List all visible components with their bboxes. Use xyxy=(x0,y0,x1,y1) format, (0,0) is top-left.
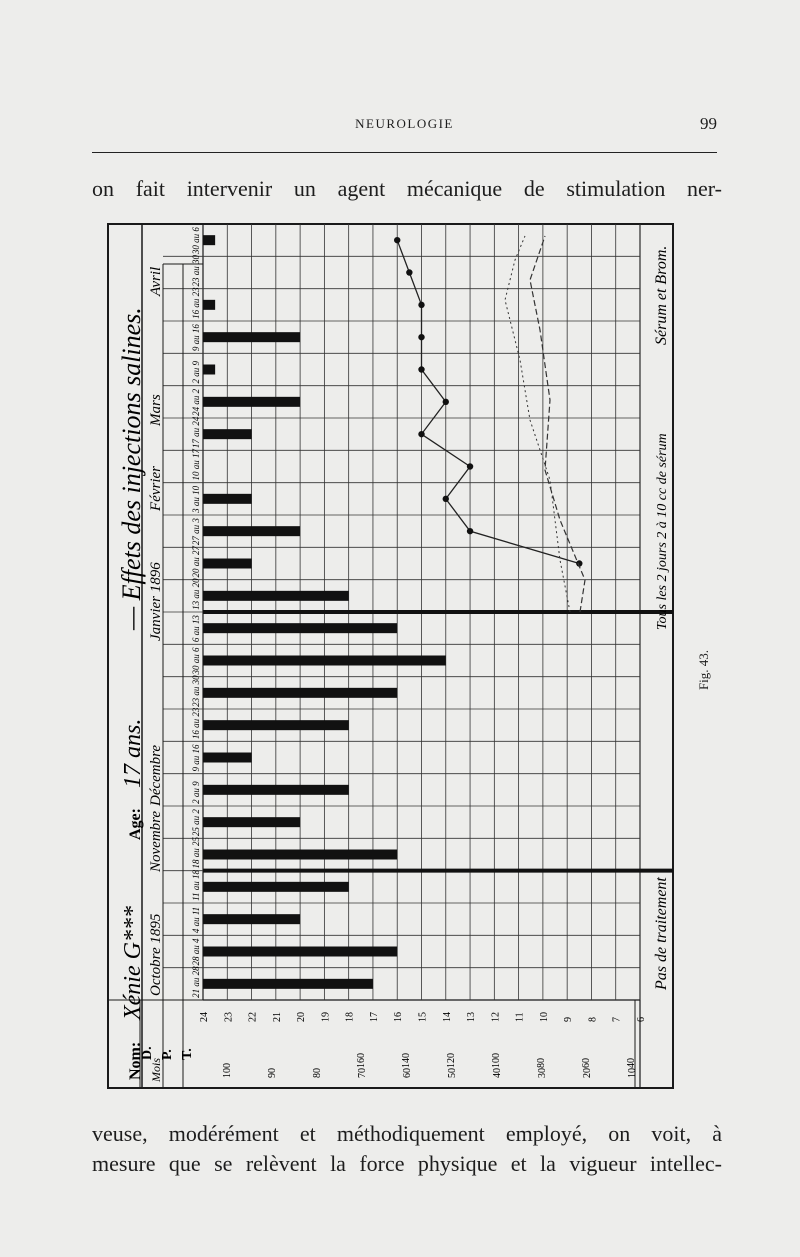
axis-t-group xyxy=(369,1012,380,1022)
axis-t-group xyxy=(320,1012,331,1022)
date-column-label: 2 au 9 xyxy=(191,361,201,384)
data-bar xyxy=(203,526,300,536)
col-label-group xyxy=(180,1048,195,1060)
axis-t-group xyxy=(418,1012,429,1022)
date-column-group xyxy=(191,675,201,707)
axis-t-label: 10 xyxy=(538,1012,550,1022)
axis-d-label: 30 xyxy=(537,1068,548,1078)
axis-d-group xyxy=(357,1068,368,1078)
date-column-label: 2 au 9 xyxy=(191,781,201,804)
axis-t-group xyxy=(296,1012,307,1022)
running-title: NEUROLOGIE xyxy=(355,116,454,131)
date-column-label: 11 au 18 xyxy=(191,869,201,901)
date-column-group xyxy=(191,546,201,578)
axis-t-group xyxy=(515,1012,526,1022)
axis-d-label: 60 xyxy=(402,1068,413,1078)
axis-t-group xyxy=(466,1012,477,1022)
axis-t-label: 17 xyxy=(368,1012,380,1022)
axis-p-group xyxy=(356,1053,367,1068)
axis-t-group xyxy=(490,1012,501,1022)
date-column-label: 21 au 28 xyxy=(191,966,201,998)
date-column-label: 23 au 30 xyxy=(191,255,201,287)
date-column-group xyxy=(191,966,201,998)
data-bar xyxy=(203,332,300,342)
date-column-label: 16 au 23 xyxy=(191,287,201,319)
axis-p-group xyxy=(401,1053,412,1068)
date-column-group xyxy=(191,870,201,901)
axis-t-group xyxy=(563,1017,574,1022)
month-group xyxy=(148,394,164,427)
data-bar xyxy=(203,720,349,730)
date-column-group xyxy=(191,416,201,448)
data-bar xyxy=(203,947,397,957)
axis-t-label: 23 xyxy=(223,1012,235,1022)
date-column-label: 9 au 16 xyxy=(191,744,201,772)
page-number: 99 xyxy=(700,114,717,133)
date-column-label: 23 au 30 xyxy=(191,675,201,707)
axis-p-group xyxy=(581,1058,592,1068)
date-column-label: 18 au 25 xyxy=(191,837,201,869)
axis-t-label: 12 xyxy=(490,1012,502,1022)
axis-t-label: 22 xyxy=(247,1012,259,1022)
data-bar xyxy=(203,882,349,892)
data-bar xyxy=(203,623,397,633)
data-bar xyxy=(203,656,446,666)
axis-t-label: 9 xyxy=(563,1017,575,1022)
date-column-group xyxy=(191,615,201,643)
axis-d-group xyxy=(582,1068,593,1078)
axis-p-label: 60 xyxy=(581,1058,592,1068)
figure-caption xyxy=(694,640,714,700)
data-bar xyxy=(203,591,349,601)
month-label: Octobre 1895 xyxy=(148,913,164,996)
period-label-group xyxy=(653,246,670,345)
date-column-label: 17 au 24 xyxy=(191,416,201,449)
axis-t-label: 16 xyxy=(393,1012,405,1022)
body-text-bottom-1: veuse, modérément et méthodiquement employé, on voit, à xyxy=(92,1121,722,1146)
data-point xyxy=(406,269,412,275)
axis-p-group xyxy=(446,1053,457,1068)
data-point xyxy=(418,431,424,437)
axis-t-label: 13 xyxy=(466,1012,478,1022)
data-bar xyxy=(203,494,252,504)
date-column-label: 28 au 4 xyxy=(191,938,201,966)
col-label: P. xyxy=(160,1049,175,1060)
axis-p-label: 120 xyxy=(446,1053,457,1068)
axis-t-label: 21 xyxy=(271,1012,283,1022)
axis-t-label: 6 xyxy=(636,1017,647,1022)
date-column-group xyxy=(191,744,201,772)
date-column-label: 24 au 2 xyxy=(191,388,201,416)
axis-d-label: 70 xyxy=(357,1068,368,1078)
axis-t-group xyxy=(223,1012,234,1022)
axis-d-label: 80 xyxy=(312,1068,323,1078)
axis-d-group xyxy=(267,1068,278,1078)
axis-t-group xyxy=(248,1012,259,1022)
axis-t-label: 15 xyxy=(417,1012,429,1022)
month-label: Avril xyxy=(148,266,164,296)
month-group xyxy=(148,466,164,512)
axis-d-label: 40 xyxy=(492,1068,503,1078)
date-column-label: 16 au 23 xyxy=(191,707,201,740)
age-label: Age: xyxy=(127,808,144,840)
figure-caption-text: Fig. 43. xyxy=(696,649,711,691)
month-label: Novembre xyxy=(148,810,164,872)
col-label-group xyxy=(140,1046,155,1060)
data-point xyxy=(443,496,449,502)
axis-d-group xyxy=(402,1068,413,1078)
axis-p-label: 140 xyxy=(401,1053,412,1068)
date-column-label: 13 au 20 xyxy=(191,578,201,610)
axis-d-group xyxy=(537,1068,548,1078)
data-bar xyxy=(203,979,373,989)
date-column-label: 4 au 11 xyxy=(191,906,201,934)
axis-d-label: 10 xyxy=(627,1068,638,1078)
body-text-bottom-2: mesure que se relèvent la force physique et la vigueur intellec- xyxy=(92,1151,722,1176)
axis-t-label: 24 xyxy=(199,1012,210,1022)
axis-p-label: 80 xyxy=(536,1058,547,1068)
axis-t-group xyxy=(199,1012,210,1022)
axis-d-group xyxy=(492,1068,503,1078)
period-label-group xyxy=(653,877,670,991)
axis-t-group xyxy=(587,1017,598,1022)
date-column-group xyxy=(191,449,201,481)
axis-t-label: 7 xyxy=(611,1017,623,1022)
data-point xyxy=(418,302,424,308)
data-bar xyxy=(203,688,397,698)
date-column-group xyxy=(191,837,201,869)
axis-d-label: 100 xyxy=(222,1063,233,1078)
axis-t-group xyxy=(393,1012,404,1022)
axis-d-label: 20 xyxy=(582,1068,593,1078)
axis-p-group xyxy=(626,1058,637,1068)
data-bar xyxy=(203,753,252,763)
period-label: Tous les 2 jours 2 à 10 cc de sérum xyxy=(655,433,670,630)
month-group xyxy=(148,267,164,297)
month-group xyxy=(148,811,164,873)
period-label: Pas de traitement xyxy=(653,877,670,990)
date-column-group xyxy=(191,227,201,256)
axis-d-group xyxy=(447,1068,458,1078)
month-label: Janvier 1896 xyxy=(148,562,164,641)
data-bar xyxy=(203,785,349,795)
date-column-group xyxy=(191,907,201,933)
axis-t-label: 8 xyxy=(587,1017,599,1022)
axis-d-group xyxy=(627,1068,638,1078)
axis-t-group xyxy=(539,1012,550,1022)
data-point xyxy=(467,528,473,534)
data-bar xyxy=(203,559,252,569)
data-bar xyxy=(203,300,215,310)
date-column-label: 27 au 3 xyxy=(191,518,201,546)
axis-t-label: 11 xyxy=(514,1012,526,1022)
date-column-label: 20 au 27 xyxy=(191,546,201,578)
body-text-top: on fait intervenir un agent mécanique de stimulation ner- xyxy=(92,176,722,201)
axis-t-group xyxy=(442,1012,453,1022)
data-point xyxy=(418,366,424,372)
date-column-label: 9 au 16 xyxy=(191,324,201,352)
mois-group xyxy=(149,1058,163,1083)
age-value: 17 ans. xyxy=(120,718,146,788)
axis-t-group xyxy=(636,1017,647,1022)
data-bar xyxy=(203,365,215,375)
patient-name: Xénie G*** xyxy=(120,906,146,1020)
data-point xyxy=(418,334,424,340)
date-column-group xyxy=(191,809,201,837)
data-bar xyxy=(203,397,300,407)
month-label: Février xyxy=(148,466,164,511)
data-bar xyxy=(203,914,300,924)
month-group xyxy=(148,913,164,996)
period-label-group xyxy=(655,433,670,630)
date-column-label: 3 au 10 xyxy=(191,485,201,513)
data-bar xyxy=(203,429,252,439)
data-bar xyxy=(203,817,300,827)
date-column-group xyxy=(191,485,201,514)
chart-title: — Effets des injections salines. xyxy=(117,307,146,630)
axis-t-label: 19 xyxy=(320,1012,332,1022)
month-label: Décembre xyxy=(148,744,164,806)
data-point xyxy=(394,237,400,243)
date-column-label: 25 au 2 xyxy=(191,809,201,837)
dotted-trace xyxy=(505,236,570,612)
data-point xyxy=(443,399,449,405)
mois-label: Mois xyxy=(149,1058,163,1082)
date-column-label: 30 au 6 xyxy=(191,647,201,675)
axis-t-group xyxy=(612,1017,623,1022)
axis-p-group xyxy=(491,1053,502,1068)
axis-t-group xyxy=(345,1012,356,1022)
patient-label: Nom: xyxy=(127,1041,144,1080)
date-column-group xyxy=(191,707,201,739)
date-column-group xyxy=(191,361,201,384)
date-column-label: 30 au 6 xyxy=(191,227,201,255)
month-group xyxy=(148,562,164,641)
axis-t-label: 20 xyxy=(296,1012,308,1022)
axis-p-group xyxy=(536,1058,547,1068)
date-column-group xyxy=(191,578,201,610)
col-label: D. xyxy=(140,1046,155,1060)
period-label: Sérum et Brom. xyxy=(653,245,670,345)
axis-d-label: 90 xyxy=(267,1068,278,1078)
axis-t-label: 14 xyxy=(441,1012,453,1022)
axis-d-label: 50 xyxy=(447,1068,458,1078)
date-column-group xyxy=(191,388,201,416)
data-bar xyxy=(203,235,215,245)
date-column-group xyxy=(191,287,201,319)
date-column-group xyxy=(191,938,201,966)
date-column-group xyxy=(191,647,201,676)
axis-p-label: 40 xyxy=(626,1058,637,1068)
date-column-label: 6 au 13 xyxy=(191,615,201,643)
date-column-label: 10 au 17 xyxy=(191,449,201,481)
axis-t-group xyxy=(272,1012,283,1022)
dashed-trace xyxy=(530,236,585,612)
col-label-group xyxy=(160,1049,175,1060)
date-column-group xyxy=(191,324,201,352)
data-point xyxy=(467,463,473,469)
date-column-group xyxy=(191,781,201,804)
col-label: T. xyxy=(180,1048,195,1060)
month-group xyxy=(148,745,164,807)
date-column-group xyxy=(191,255,201,287)
axis-d-group xyxy=(222,1063,233,1078)
month-label: Mars xyxy=(148,394,164,426)
axis-d-group xyxy=(312,1068,323,1078)
axis-p-label: 160 xyxy=(356,1053,367,1068)
axis-p-label: 100 xyxy=(491,1053,502,1068)
axis-t-label: 18 xyxy=(344,1012,356,1022)
date-column-group xyxy=(191,518,201,546)
data-bar xyxy=(203,850,397,860)
